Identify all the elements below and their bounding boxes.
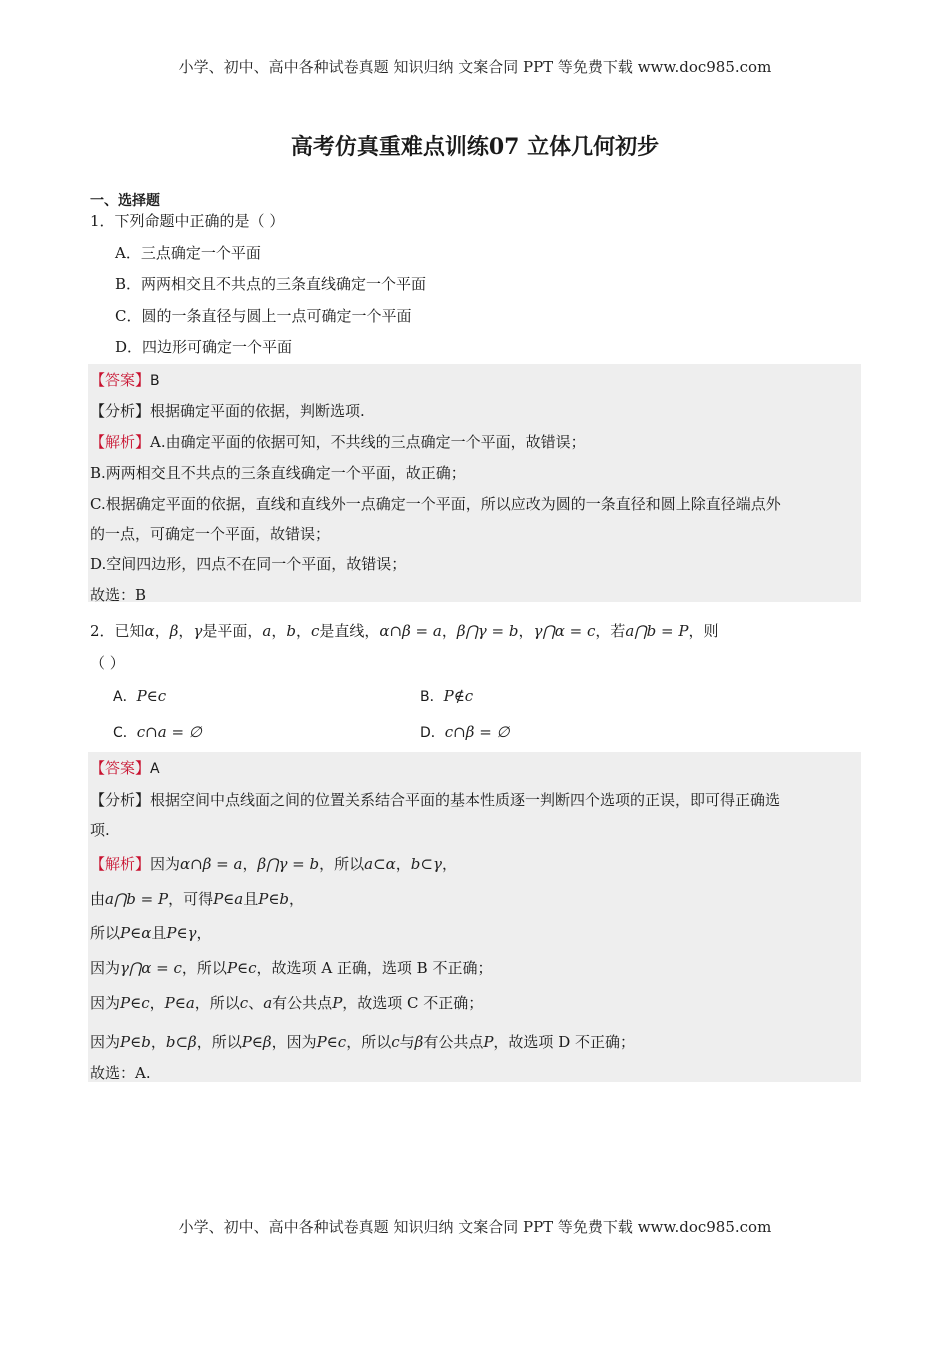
math-expr: a⋂b = P (625, 622, 689, 640)
math-expr: P∈c (316, 1033, 347, 1051)
q1-solution-line-3: C.根据确定平面的依据，直线和直线外一点确定一个平面，所以应改为圆的一条直径和圆上除直径端点外 (90, 495, 781, 513)
q2-stem-sep: ， (178, 622, 194, 640)
q2-option-a (113, 686, 166, 706)
q1-analysis-text: 根据确定平面的依据，判断选项. (150, 402, 365, 420)
text: 因为 (150, 855, 181, 873)
math-gamma: γ (193, 622, 203, 640)
math-expr: P∈α (120, 924, 152, 942)
q2-stem-sep: ， (518, 622, 534, 640)
page-title: 高考仿真重难点训练07 立体几何初步 (290, 134, 660, 160)
q2-solution-line-1 (90, 853, 457, 874)
text: ，故选项 A 正确，选项 B 不正确； (256, 959, 493, 977)
q1-solution-line-4: 的一点，可确定一个平面，故错误； (90, 525, 331, 543)
text: ，所以 (196, 1033, 242, 1051)
math-b: b (286, 622, 296, 640)
text: 、 (248, 994, 264, 1012)
math-expr: P∈a (164, 994, 195, 1012)
q2-stem-sep: ， (441, 622, 457, 640)
q2-analysis-text: 根据空间中点线面之间的位置关系结合平面的基本性质逐一判断四个选项的正误，即可得正确选 (150, 791, 781, 809)
q1-option-c: C．圆的一条直径与圆上一点可确定一个平面 (115, 307, 412, 325)
math-c: c (310, 622, 320, 640)
math-expr: β⋂γ = b (257, 855, 320, 873)
text: 与 (399, 1033, 415, 1051)
text: 由 (90, 890, 106, 908)
math-expr: β⋂γ = b (456, 622, 519, 640)
math-expr: P (483, 1033, 494, 1051)
text: ， (149, 994, 165, 1012)
q2-answer (90, 757, 160, 778)
q1-option-a: A．三点确定一个平面 (115, 244, 261, 262)
q2-option-b-expr: P∉c (443, 687, 474, 705)
section-heading: 一、选择题 (90, 193, 160, 209)
q2-answer-tag: 【答案】 (90, 759, 151, 777)
page-header: 小学、初中、高中各种试卷真题 知识归纳 文案合同 PPT 等免费下载 www.doc985.com (178, 58, 772, 76)
q1-answer-value: B (150, 373, 160, 389)
q2-solution-line-3 (90, 922, 212, 943)
q2-stem-line-1 (90, 620, 718, 641)
text: ， (242, 855, 258, 873)
q2-option-c-expr: c∩a = ∅ (136, 723, 202, 741)
text: 因为 (90, 994, 121, 1012)
q2-solution-line-4 (90, 957, 492, 978)
q1-solution-line-2: B.两两相交且不共点的三条直线确定一个平面，故正确； (90, 464, 466, 482)
text: ，所以 (181, 959, 227, 977)
q1-solution-line-1 (90, 431, 586, 452)
q1-solution-line-5: D.空间四边形，四点不在同一个平面，故错误； (90, 555, 407, 573)
math-expr: c (391, 1033, 400, 1051)
text: 因为 (90, 1033, 121, 1051)
math-expr: a⊂α (364, 855, 396, 873)
q1-analysis (90, 400, 365, 421)
q2-option-d-label: D． (420, 725, 445, 741)
q2-stem-sep: ， (295, 622, 311, 640)
q1-answer-tag: 【答案】 (90, 371, 151, 389)
text: ，故选项 D 不正确； (493, 1033, 635, 1051)
q2-stem-sep: ， (154, 622, 170, 640)
math-expr: b⊂γ (410, 855, 442, 873)
text: ， (289, 890, 305, 908)
q2-solution-line-2 (90, 888, 304, 909)
math-alpha: α (144, 622, 155, 640)
q2-stem-text: ，若 (595, 622, 626, 640)
q2-stem-text: 2．已知 (90, 622, 145, 640)
math-expr: a⋂b = P (105, 890, 169, 908)
q2-option-b (420, 686, 473, 706)
text: ，故选项 C 不正确； (342, 994, 484, 1012)
q2-option-c-label: C． (113, 725, 137, 741)
q2-answer-value: A (150, 761, 160, 777)
text: ，所以 (319, 855, 365, 873)
math-expr: P∈γ (166, 924, 197, 942)
q2-analysis-line-1 (90, 789, 780, 810)
text: ， (441, 855, 457, 873)
q1-analysis-tag: 【分析】 (90, 402, 151, 420)
q2-solution-tag: 【解析】 (90, 855, 151, 873)
page-footer: 小学、初中、高中各种试卷真题 知识归纳 文案合同 PPT 等免费下载 www.doc985.com (178, 1218, 772, 1236)
text: ，所以 (194, 994, 240, 1012)
text: 有公共点 (272, 994, 333, 1012)
text: 有公共点 (423, 1033, 484, 1051)
q2-analysis-line-2: 项. (90, 821, 110, 839)
q2-option-b-label: B． (420, 689, 444, 705)
q1-solution-text: A.由确定平面的依据可知，不共线的三点确定一个平面，故错误； (150, 433, 586, 451)
q2-option-a-label: A． (113, 689, 137, 705)
text: ，因为 (271, 1033, 317, 1051)
q2-option-d-expr: c∩β = ∅ (444, 723, 510, 741)
math-expr: c (239, 994, 249, 1012)
text: 且 (243, 890, 259, 908)
text: ，可得 (168, 890, 214, 908)
q1-solution-tag: 【解析】 (90, 433, 151, 451)
q2-stem-text: 是直线， (319, 622, 380, 640)
text: 且 (151, 924, 167, 942)
math-expr: P∈b (120, 1033, 151, 1051)
math-expr: α∩β = a (379, 622, 442, 640)
math-beta: β (169, 622, 179, 640)
q2-option-a-expr: P∈c (136, 687, 167, 705)
q2-option-d (420, 722, 510, 742)
math-expr: P∈β (241, 1033, 272, 1051)
text: 所以 (90, 924, 121, 942)
math-expr: a (263, 994, 273, 1012)
math-expr: b⊂β (165, 1033, 197, 1051)
q1-stem: 1．下列命题中正确的是（ ） (90, 212, 285, 230)
q2-solution-line-6 (90, 1031, 635, 1052)
math-expr: P∈a (213, 890, 244, 908)
q1-answer (90, 369, 160, 390)
math-expr: γ⋂α = c (533, 622, 596, 640)
text: ，所以 (346, 1033, 392, 1051)
q2-stem-text: ，则 (688, 622, 719, 640)
q2-analysis-tag: 【分析】 (90, 791, 151, 809)
math-expr: β (414, 1033, 424, 1051)
text: ， (150, 1033, 166, 1051)
q2-option-c (113, 722, 202, 742)
math-expr: P∈c (226, 959, 257, 977)
q2-stem-text: 是平面， (202, 622, 263, 640)
text: ， (196, 924, 212, 942)
q1-option-b: B．两两相交且不共点的三条直线确定一个平面 (115, 275, 427, 293)
math-expr: P (332, 994, 343, 1012)
q2-stem-line-2: （ ） (90, 654, 125, 672)
math-expr: γ⋂α = c (120, 959, 182, 977)
q2-solution-line-5 (90, 992, 483, 1013)
text: 因为 (90, 959, 121, 977)
q2-stem-sep: ， (271, 622, 287, 640)
q1-option-d: D．四边形可确定一个平面 (115, 338, 293, 356)
q2-solution-line-7: 故选：A. (90, 1064, 151, 1082)
math-expr: α∩β = a (180, 855, 243, 873)
math-a: a (262, 622, 272, 640)
math-expr: P∈c (120, 994, 150, 1012)
math-expr: P∈b (258, 890, 290, 908)
q1-solution-line-6: 故选：B (90, 586, 147, 604)
text: ， (395, 855, 411, 873)
